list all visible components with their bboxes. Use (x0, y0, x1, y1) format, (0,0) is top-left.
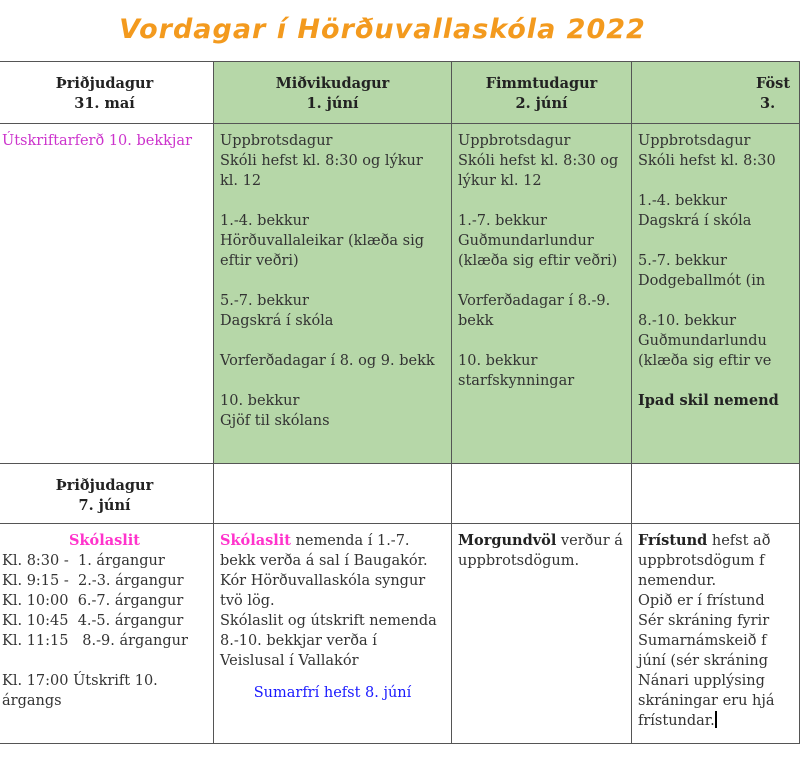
cell-morning-care: Morgundvöl verður á uppbrotsdögum. (452, 524, 632, 744)
page-title: Vordagar í Hörðuvallaskóla 2022 (119, 14, 646, 45)
header-thursday: Fimmtudagur 2. júní (452, 62, 632, 124)
cell-wednesday-activities: Uppbrotsdagur Skóli hefst kl. 8:30 og lýkur kl. 12 1.-4. bekkur Hörðuvallaleikar (klæða sig eftir veðri) 5.-7. bekkur Dagskrá í skóla Vorferðadagar í 8. og 9. bekk 10. bekkur Gjöf til skólans (214, 124, 452, 464)
header-tuesday: Þriðjudagur 31. maí (0, 62, 214, 124)
cell-thursday-activities: Uppbrotsdagur Skóli hefst kl. 8:30 og lýkur kl. 12 1.-7. bekkur Guðmundarlundur (klæða sig eftir veðri) Vorferðadagar í 8.-9. bekk 10. bekkur starfskynningar (452, 124, 632, 464)
graduation-trip-text: Útskriftarferð 10. bekkjar (2, 133, 193, 149)
cell-tuesday-activities (0, 124, 214, 464)
summer-break-note: Sumarfrí hefst 8. júní (253, 685, 412, 701)
header-wednesday: Miðvikudagur 1. júní (214, 62, 452, 124)
header-row-1 (0, 62, 800, 124)
school-closing-heading: Skólaslit (69, 532, 140, 549)
header-row-2 (0, 464, 800, 524)
text-cursor (715, 711, 717, 728)
header-tuesday-7-june: Þriðjudagur 7. júní (0, 464, 214, 524)
cell-closing-details: Skólaslit nemenda í 1.-7. bekk verða á sal í Baugakór. Kór Hörðuvallaskóla syngur tvö lög. Skólaslit og útskrift nemenda 8.-10. bekkjar verða í Veislusal í Vallakór Sumarfrí hefst 8. júní (214, 524, 452, 744)
ipad-return-note: Ipad skil nemend (638, 392, 779, 409)
cell-after-school: Frístund hefst að uppbrotsdögum f nemendur. Opið er í frístund Sér skráning fyrir Sumarnámskeið f júní (sér skráning Nánari upplýsing skráningar eru hjá frístundar. (632, 524, 800, 744)
header-friday: Föst 3. (632, 62, 800, 124)
closing-row (0, 524, 800, 744)
schedule-table (0, 61, 800, 744)
cell-school-closing-times: Skólaslit Kl. 8:30 - 1. árgangur Kl. 9:15 - 2.-3. árgangur Kl. 10:00 6.-7. árgangur Kl. 10:45 4.-5. árgangur Kl. 11:15 8.-9. árgangur Kl. 17:00 Útskrift 10. árgangs (0, 524, 214, 744)
cell-friday-activities: Uppbrotsdagur Skóli hefst kl. 8:30 1.-4. bekkur Dagskrá í skóla 5.-7. bekkur Dodgeballmót (in 8.-10. bekkur Guðmundarlundu (klæða sig eftir ve Ipad skil nemend (632, 124, 800, 464)
activities-row (0, 124, 800, 464)
